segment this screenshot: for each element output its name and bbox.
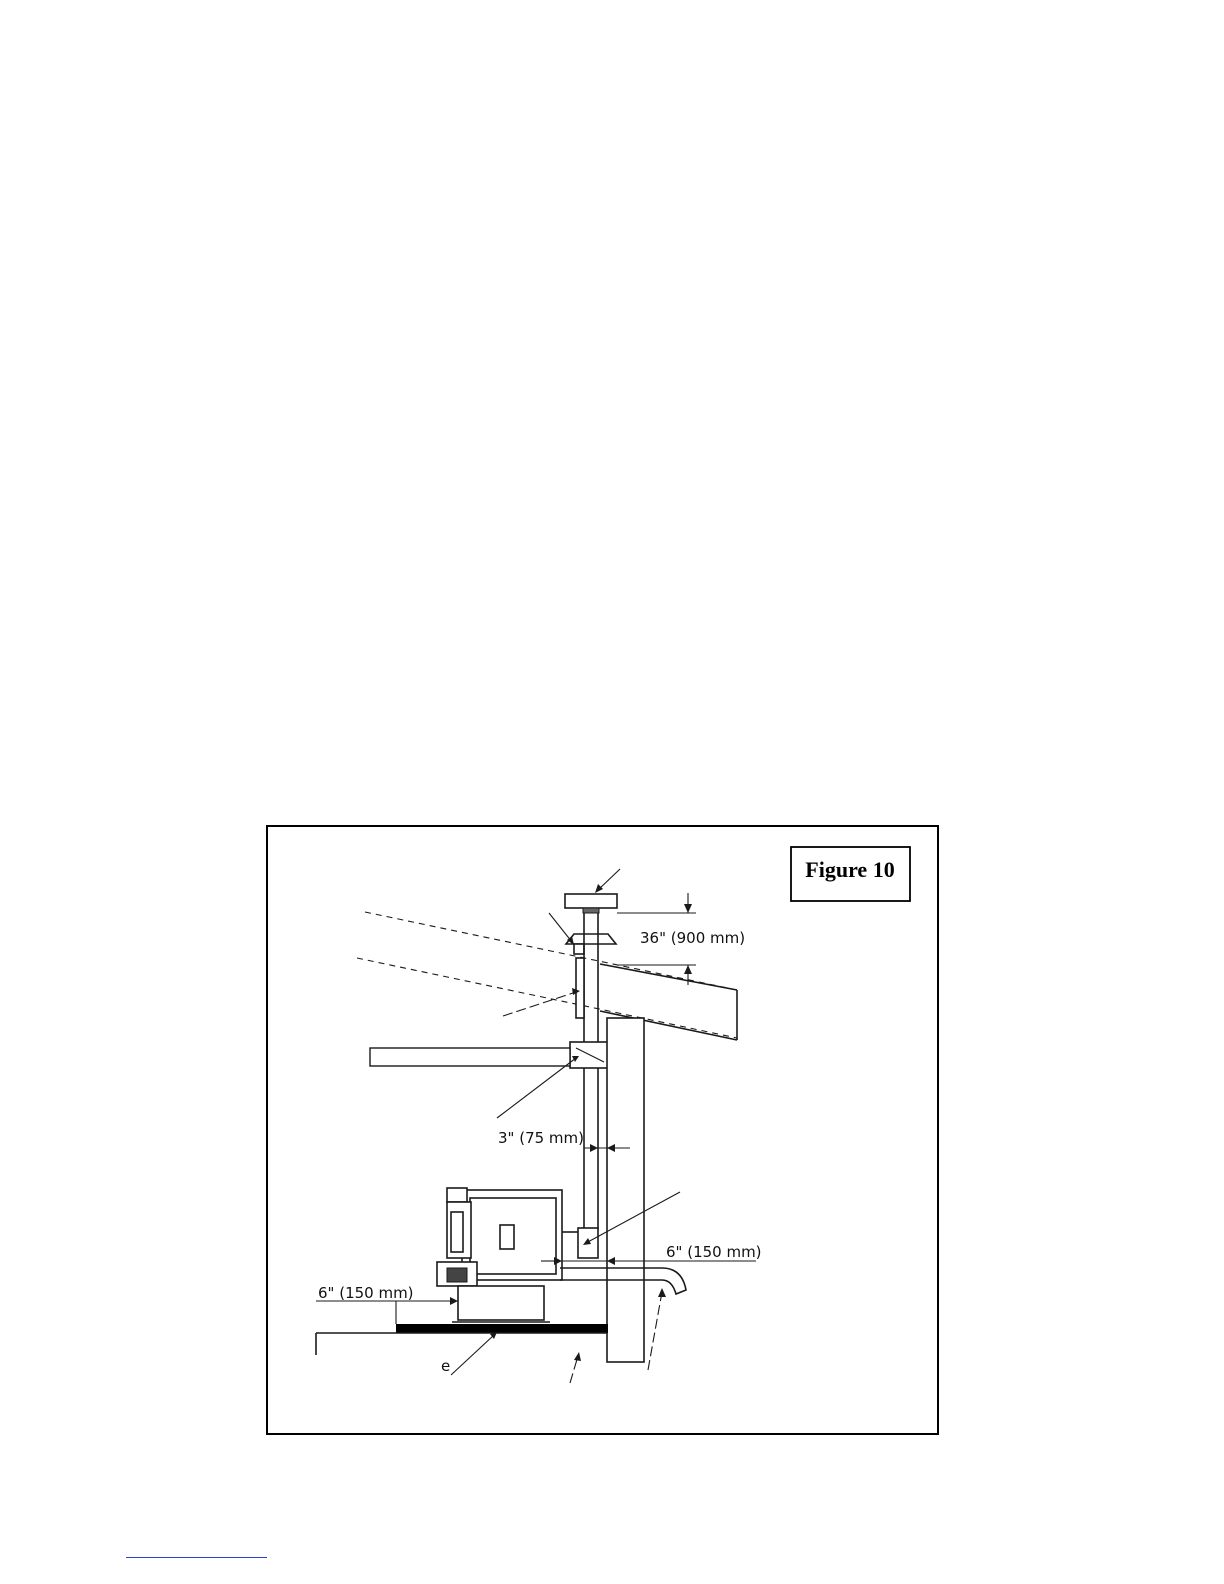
figure-border	[267, 826, 938, 1434]
floor	[316, 1333, 607, 1355]
figure-caption: Figure 10	[805, 857, 895, 882]
pipe-clearance-label: 3" (75 mm)	[498, 1129, 584, 1147]
figure-caption-box	[791, 847, 910, 901]
chimney-cap	[565, 894, 617, 913]
stove-clearance-label: 6" (150 mm)	[666, 1243, 762, 1261]
footer-rule	[126, 1557, 267, 1558]
stove-pipe	[562, 1150, 598, 1258]
dimension-stove-clearance	[541, 1243, 762, 1265]
dimension-floor-extension	[316, 1284, 458, 1324]
floor-protector	[396, 1324, 608, 1333]
wall	[607, 1018, 644, 1362]
floor-extension-label: 6" (150 mm)	[318, 1284, 414, 1302]
top-clearance-label: 36" (900 mm)	[640, 929, 746, 947]
partial-label: e	[441, 1357, 451, 1375]
